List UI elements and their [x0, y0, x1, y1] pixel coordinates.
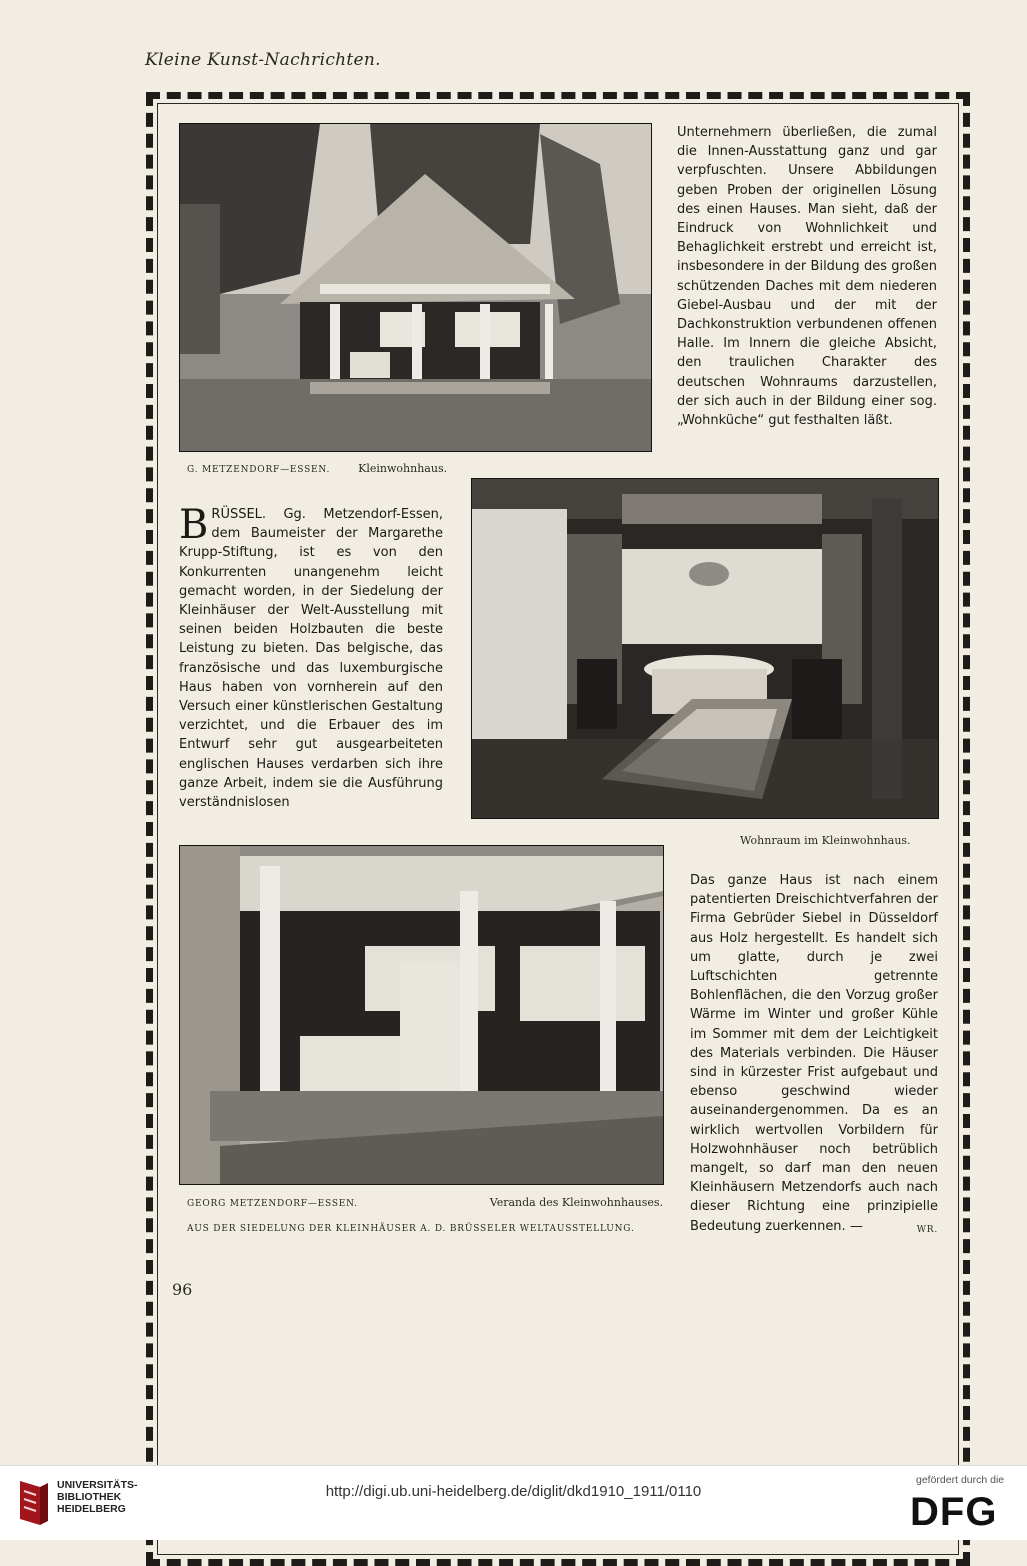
- series-caption-text: AUS DER SIEDELUNG DER KLEINHÄUSER A. D. BRÜSSELER WELTAUSSTELLUNG.: [187, 1224, 635, 1234]
- article-column-left-middle: [179, 502, 443, 812]
- figure-1-title: Kleinwohnhaus.: [358, 462, 448, 475]
- paragraph: Unternehmern überließen, die zumal die Innen-Ausstattung ganz und gar verpfuschten. Unsere Abbildungen geben Proben der originellen Lösung des einen Hauses. Man sieht, daß der Eindruck von Wohnlichkeit und Behaglichkeit erstrebt und erreicht ist, insbesondere in der Bildung des großen schützenden Daches mit dem niederen Giebel-Ausbau und der mit der Dachkonstruktion verbundenen offenen Halle. Im Innern die gleiche Absicht, den traulichen Charakter des deutschen Wohnraums darzustellen, der sich auch in der Bildung einer sog. „Wohnküche“ gut festhalten läßt.: [677, 125, 937, 429]
- paragraph: Das ganze Haus ist nach einem patentierten Dreischichtverfahren der Firma Gebrüder Siebel in Düsseldorf aus Holz hergestellt. Es handelt sich um glatte, durch je zwei Luftschichten getrennte Bohlenflächen, die den Vorzug großer Wärme im Winter und großer Kühle im Sommer mit dem der Leichtigkeit des Materials verbinden. Die Häuser sind in kürzester Frist aufgebaut und ebenso geschwind wieder auseinandergenommen. Da es an wirklich wertvollen Vorbildern für Holzwohnhäuser noch betrüblich mangelt, so darf man den neuen Kleinhäusern Metzendorfs auch nach dieser Richtung eine prinzipielle Bedeutung zuerkennen. — WR.: [690, 871, 938, 1236]
- institution-line: UNIVERSITÄTS-: [57, 1479, 138, 1491]
- photo-veranda: [179, 845, 664, 1185]
- drop-cap: B: [179, 502, 209, 548]
- figure-2-caption: [740, 834, 911, 847]
- figure-1-caption: [187, 462, 447, 475]
- photo-kleinwohnhaus-exterior: [179, 123, 652, 452]
- photo-wohnraum-interior: [471, 478, 939, 819]
- article-column-right-bottom: [690, 871, 938, 1240]
- footer-bar: [0, 1465, 1027, 1540]
- figure-1-credit: G. METZENDORF—ESSEN.: [187, 465, 331, 475]
- institution-line: BIBLIOTHEK: [57, 1491, 122, 1503]
- paragraph: RÜSSEL. Gg. Metzendorf-Essen, dem Baumeister der Margarethe Krupp-Stiftung, ist es von den Konkurrenten unangenehm leicht gemacht worden, in der Siedelung der Kleinhäuser der Welt-Ausstellung mit seinen beiden Holzbauten die beste Leistung zu bieten. Das belgische, das französische und das luxemburgische Haus haben von vornherein auf den Versuch einer künstlerischen Gestaltung verzichtet, und die Erbauer des im Entwurf sehr gut ausgearbeiteten englischen Hauses verdarben sich ihre ganze Arbeit, indem sie die Ausführung verständnislosen: [179, 507, 443, 811]
- figure-3-caption: [187, 1196, 663, 1209]
- dfg-logo[interactable]: DFG: [910, 1490, 998, 1534]
- figure-3-series-caption: [187, 1221, 635, 1234]
- running-head: Kleine Kunst-Nachrichten.: [145, 50, 381, 70]
- permalink-url[interactable]: http://digi.ub.uni-heidelberg.de/diglit/dkd1910_1911/0110: [325, 1483, 702, 1500]
- figure-3-title: Veranda des Kleinwohnhauses.: [489, 1196, 663, 1209]
- figure-3-credit: GEORG METZENDORF—ESSEN.: [187, 1199, 358, 1209]
- institution-line: HEIDELBERG: [57, 1503, 126, 1515]
- author-signature: WR.: [916, 1224, 938, 1235]
- page-number: 96: [172, 1280, 193, 1299]
- article-column-right-top: [677, 123, 937, 430]
- figure-2-title: Wohnraum im Kleinwohnhaus.: [740, 834, 911, 847]
- funding-label: gefördert durch die: [916, 1474, 1005, 1486]
